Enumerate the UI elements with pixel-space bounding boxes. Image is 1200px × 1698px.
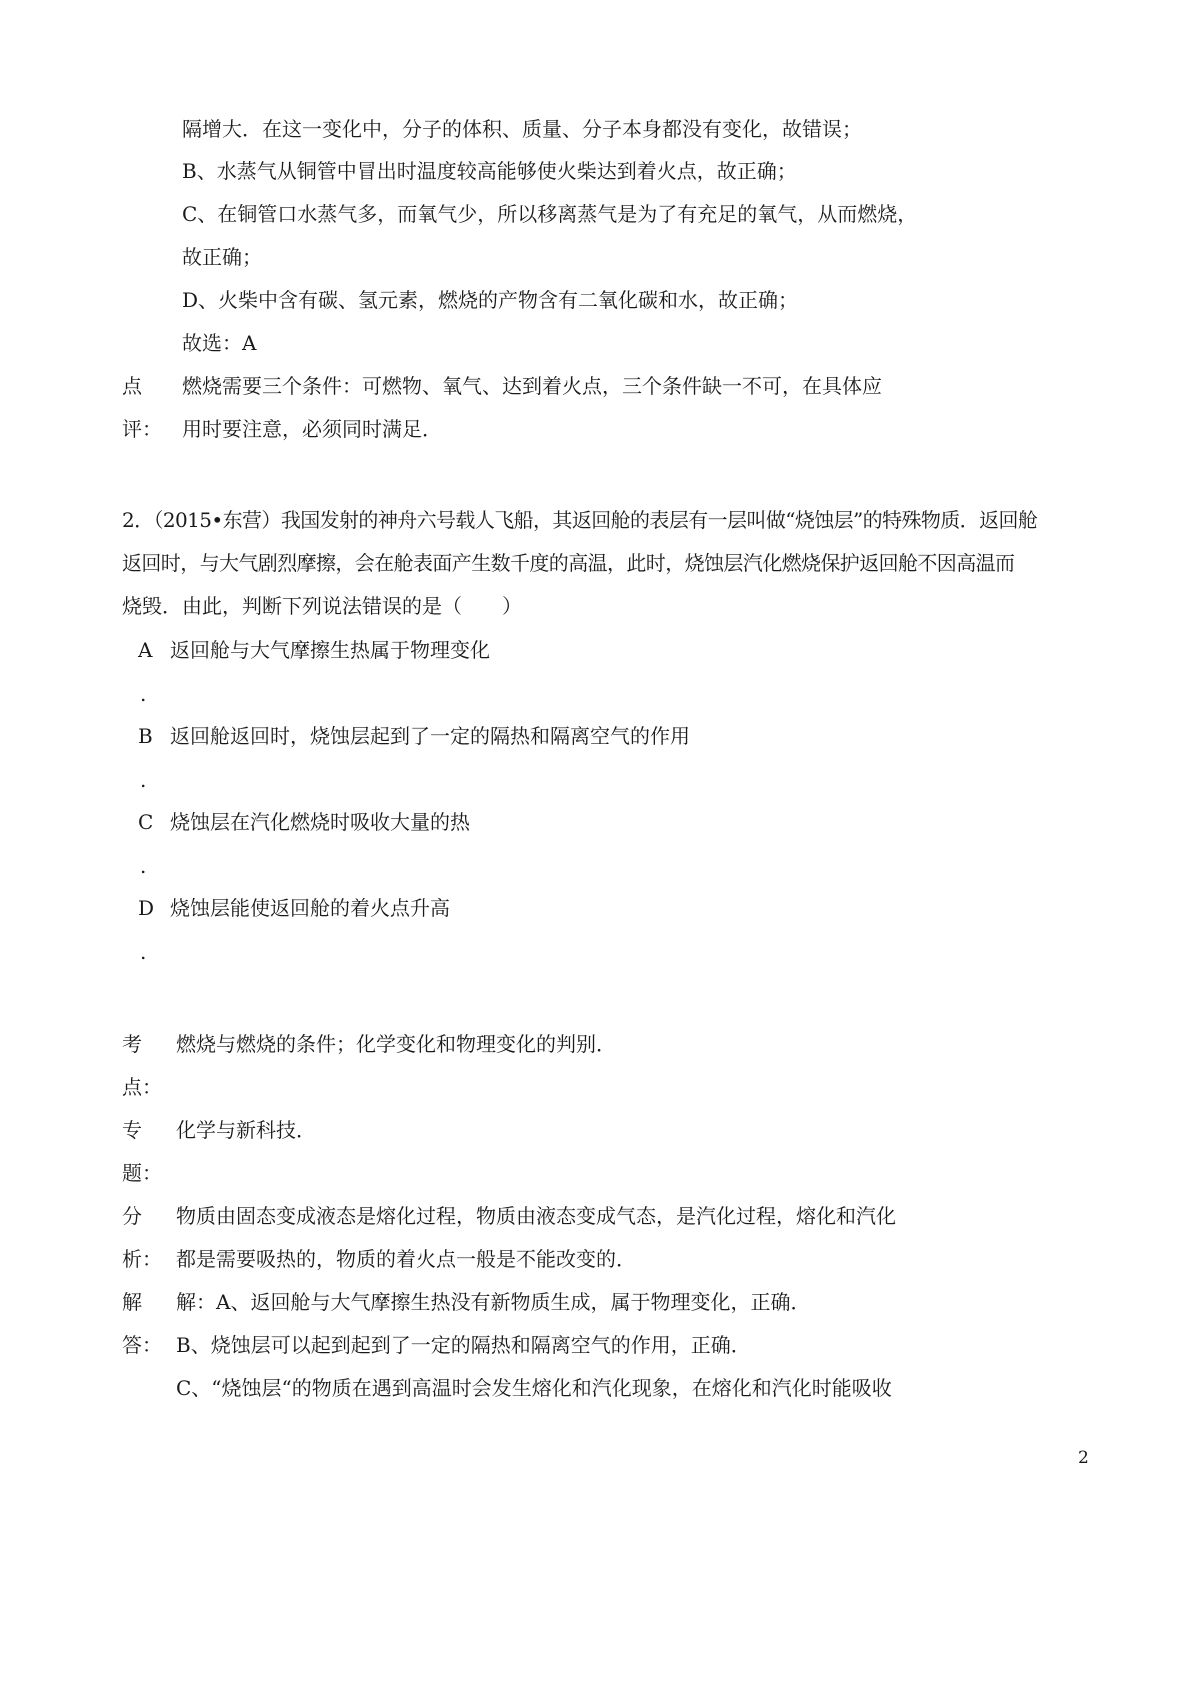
option-letter: B [138, 724, 153, 748]
jieda-text: C、“烧蚀层“的物质在遇到高温时会发生熔化和汽化现象，在熔化和汽化时能吸收 [176, 1376, 892, 1400]
option-dot: . [140, 768, 147, 792]
option-dot: . [140, 854, 147, 878]
answer-line: B、水蒸气从铜管中冒出时温度较高能够使火柴达到着火点，故正确； [182, 159, 797, 183]
fenxi-text: 都是需要吸热的，物质的着火点一般是不能改变的． [176, 1247, 636, 1271]
jieda-label: 答： [122, 1333, 162, 1357]
comment-label: 点 [122, 374, 142, 398]
question-line: 烧毁．由此，判断下列说法错误的是（ ） [122, 594, 522, 618]
jieda-text: B、烧蚀层可以起到起到了一定的隔热和隔离空气的作用，正确． [176, 1333, 751, 1357]
option-dot: . [140, 940, 147, 964]
fenxi-label: 析： [122, 1247, 162, 1271]
question-line: 返回时，与大气剧烈摩擦，会在舱表面产生数千度的高温，此时，烧蚀层汽化燃烧保护返回舱不因高温而 [122, 551, 1015, 575]
jieda-text: 解：A、返回舱与大气摩擦生热没有新物质生成，属于物理变化，正确． [176, 1290, 811, 1314]
answer-line: D、火柴中含有碳、氢元素，燃烧的产物含有二氧化碳和水，故正确； [182, 288, 799, 312]
comment-text: 用时要注意，必须同时满足． [182, 417, 442, 441]
option-dot: . [140, 682, 147, 706]
option-text: 烧蚀层能使返回舱的着火点升高 [170, 896, 450, 920]
answer-line: C、在铜管口水蒸气多，而氧气少，所以移离蒸气是为了有充足的氧气，从而燃烧， [182, 202, 918, 226]
answer-line: 故正确； [182, 245, 262, 269]
zhuanti-text: 化学与新科技． [176, 1118, 316, 1142]
option-text: 返回舱返回时，烧蚀层起到了一定的隔热和隔离空气的作用 [170, 724, 690, 748]
answer-line: 故选：A [182, 331, 257, 355]
kaodian-label: 考 [122, 1032, 142, 1056]
question-line: 2．（2015•东营）我国发射的神舟六号载人飞船，其返回舱的表层有一层叫做“烧蚀层”的特殊物质．返回舱 [122, 508, 1038, 532]
fenxi-text: 物质由固态变成液态是熔化过程，物质由液态变成气态，是汽化过程，熔化和汽化 [176, 1204, 896, 1228]
option-text: 烧蚀层在汽化燃烧时吸收大量的热 [170, 810, 470, 834]
fenxi-label: 分 [122, 1204, 142, 1228]
zhuanti-label: 专 [122, 1118, 142, 1142]
option-letter: D [138, 896, 155, 920]
jieda-label: 解 [122, 1290, 142, 1314]
option-text: 返回舱与大气摩擦生热属于物理变化 [170, 638, 490, 662]
kaodian-label: 点： [122, 1075, 162, 1099]
option-letter: A [138, 638, 153, 662]
page-number: 2 [1078, 1448, 1089, 1468]
kaodian-text: 燃烧与燃烧的条件；化学变化和物理变化的判别． [176, 1032, 616, 1056]
zhuanti-label: 题： [122, 1161, 162, 1185]
answer-line: 隔增大．在这一变化中，分子的体积、质量、分子本身都没有变化，故错误； [182, 117, 862, 141]
option-letter: C [138, 810, 154, 834]
comment-label: 评： [122, 417, 162, 441]
comment-text: 燃烧需要三个条件：可燃物、氧气、达到着火点，三个条件缺一不可，在具体应 [182, 374, 882, 398]
